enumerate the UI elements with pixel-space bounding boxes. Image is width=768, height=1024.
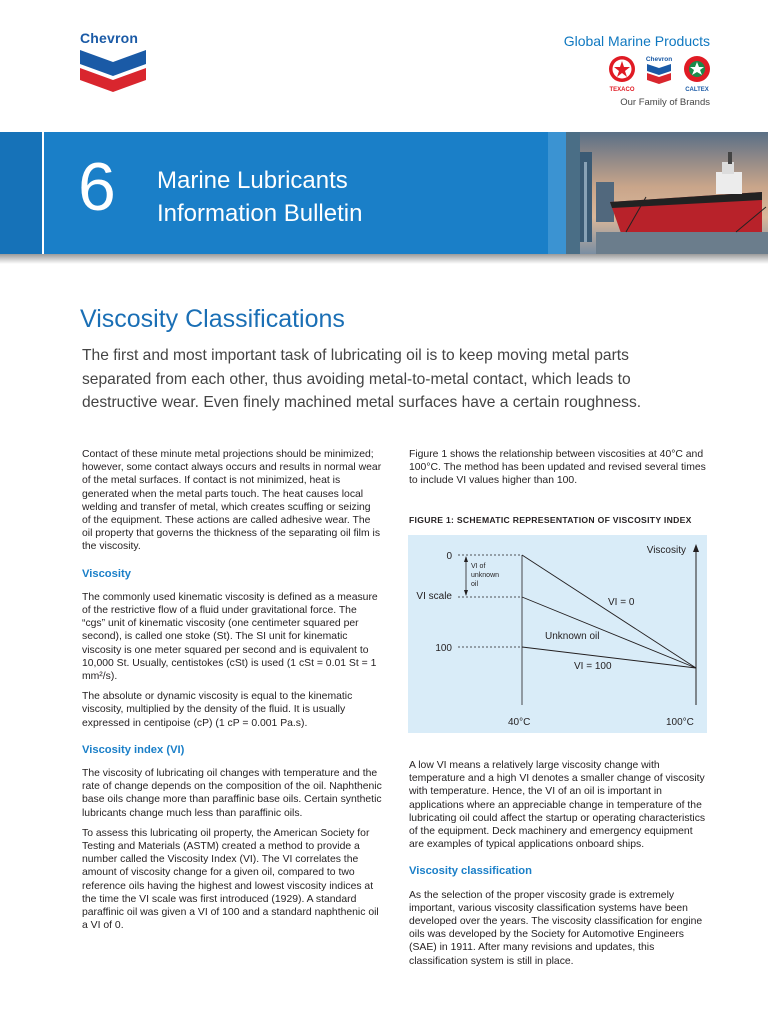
series-label-vi100: VI = 100: [574, 661, 612, 672]
banner-stripe: [548, 132, 566, 254]
vi-scale-label: VI scale: [416, 591, 452, 602]
page-title: Viscosity Classifications: [80, 305, 345, 333]
banner-shadow: [0, 254, 768, 264]
bulletin-number: 6: [78, 149, 116, 225]
chevron-small-logo-icon: [646, 56, 672, 84]
global-marine-products-title: Global Marine Products: [563, 33, 710, 49]
series-label-unknown: Unknown oil: [545, 631, 600, 642]
y-axis-arrow-icon: [693, 544, 699, 552]
y-axis-label: Viscosity: [646, 545, 686, 556]
series-label-vi0: VI = 0: [608, 597, 635, 608]
banner-divider: [42, 132, 44, 254]
banner-stripe: [0, 132, 42, 254]
family-of-brands-logos: [605, 54, 715, 94]
vi-tick-100: 100: [435, 643, 452, 654]
right-column-bottom: [409, 759, 709, 975]
chevron-logo: [80, 30, 152, 97]
paragraph: The absolute or dynamic viscosity is equal to the kinematic viscosity, multiplied by the density of the fluid. It is usually expressed in centipoise (cP) (1 cP = 0.001 Pa.s).: [82, 691, 353, 729]
paragraph: Contact of these minute metal projections should be minimized; however, some contact always occurs and results in normal wear of the metal surfaces. If contact is not minimized, heat is generated when the metal parts touch. The heat causes local welding and transfer of metal, which creates scuffing or seizing of the equipment. These actions are called adhesive wear. The oil property that governs the thickness of the separating oil film is the viscosity.: [82, 449, 382, 553]
vi-unknown-label: [471, 563, 501, 588]
vi-unknown-label-line: unknown: [471, 572, 500, 579]
paragraph: As the selection of the proper viscosity grade is extremely important, various viscosity classification systems have been developed over the years. The viscosity classification for engine oils was developed by the Society for Automotive Engineers (SAE) in 1911. After many revisions and updates, this classification system is still in place.: [409, 889, 703, 967]
bulletin-title: [157, 164, 362, 230]
tanker-ship-photo: [566, 132, 768, 254]
brands-tagline: Our Family of Brands: [620, 97, 710, 108]
paragraph: To assess this lubricating oil property, the American Society for Testing and Materials (ASTM) created a method to provide a number called the Viscosity Index (VI). The VI correlates the amount of viscosity change for a given oil, compared to two reference oils having the highest and lowest viscosity indices at the time the VI scale was first introduced (1929). A standard paraffinic oil was given a VI of 100 and a standard naphthenic oil a VI of 0.: [82, 827, 379, 932]
x-tick-label-100: 100°C: [666, 717, 694, 728]
left-column: [82, 448, 382, 940]
paragraph: The commonly used kinematic viscosity is defined as a measure of the restrictive flow of a fluid under gravitational force. The “cgs” unit of kinematic viscosity (one centimeter squared per second), is called one stoke (St). The SI unit for kinematic viscosity is one meter squared per second and is equivalent to 10,000 St. Usually, centistokes (cSt) is used (1 cSt = 0.01 St = 1 mm²/s).: [82, 591, 378, 683]
x-tick-label-40: 40°C: [508, 717, 531, 728]
right-column-top: [409, 448, 709, 495]
bracket-arrow-down-icon: [464, 590, 468, 596]
section-heading-viscosity-index: Viscosity index (VI): [82, 743, 185, 756]
viscosity-index-chart: [408, 535, 707, 733]
vi-unknown-label-line: oil: [471, 581, 479, 588]
vi-tick-0: 0: [446, 551, 452, 562]
section-heading-viscosity-classification: Viscosity classification: [409, 865, 532, 878]
series-line-vi0: [522, 555, 696, 668]
intro-paragraph: The first and most important task of lubricating oil is to keep moving metal parts separated from each other, thus avoiding metal-to-metal contact, which leads to destructive wear. Even finely machined metal surfaces have a certain roughness.: [82, 347, 642, 411]
texaco-logo-icon: [609, 56, 635, 93]
caltex-label: CALTEX: [685, 87, 709, 93]
bracket-arrow-up-icon: [464, 556, 468, 562]
paragraph: The viscosity of lubricating oil changes with temperature and the rate of change depends on the composition of the oil. Naphthenic base oils change more than paraffinic base oils. Certain synthetic lubricants change much less than paraffinic oils.: [82, 768, 382, 819]
paragraph: A low VI means a relatively large viscosity change with temperature and a high VI denotes a smaller change of viscosity with temperature. Hence, the VI of an oil is important in applications where an appreciable change in temperature of the lubricating oil could affect the startup or operating characteristics of the equipment. Deck machinery and emergency equipment are examples of typical applications onboard ships.: [409, 760, 706, 851]
section-heading-viscosity: Viscosity: [82, 567, 131, 580]
bulletin-title-line2: Information Bulletin: [157, 200, 363, 227]
caltex-logo-icon: [684, 56, 710, 93]
texaco-label: TEXACO: [609, 87, 635, 93]
vi-unknown-label-line: VI of: [471, 563, 486, 570]
figure-caption: FIGURE 1: SCHEMATIC REPRESENTATION OF VISCOSITY INDEX: [409, 515, 692, 525]
paragraph: Figure 1 shows the relationship between viscosities at 40°C and 100°C. The method has been updated and revised several times to include VI values higher than 100.: [409, 449, 706, 487]
logo-wordmark: Chevron: [80, 30, 139, 46]
bulletin-title-line1: Marine Lubricants: [157, 167, 348, 194]
chevron-chevrons-icon: [80, 46, 146, 92]
chevron-small-label: Chevron: [645, 56, 673, 63]
